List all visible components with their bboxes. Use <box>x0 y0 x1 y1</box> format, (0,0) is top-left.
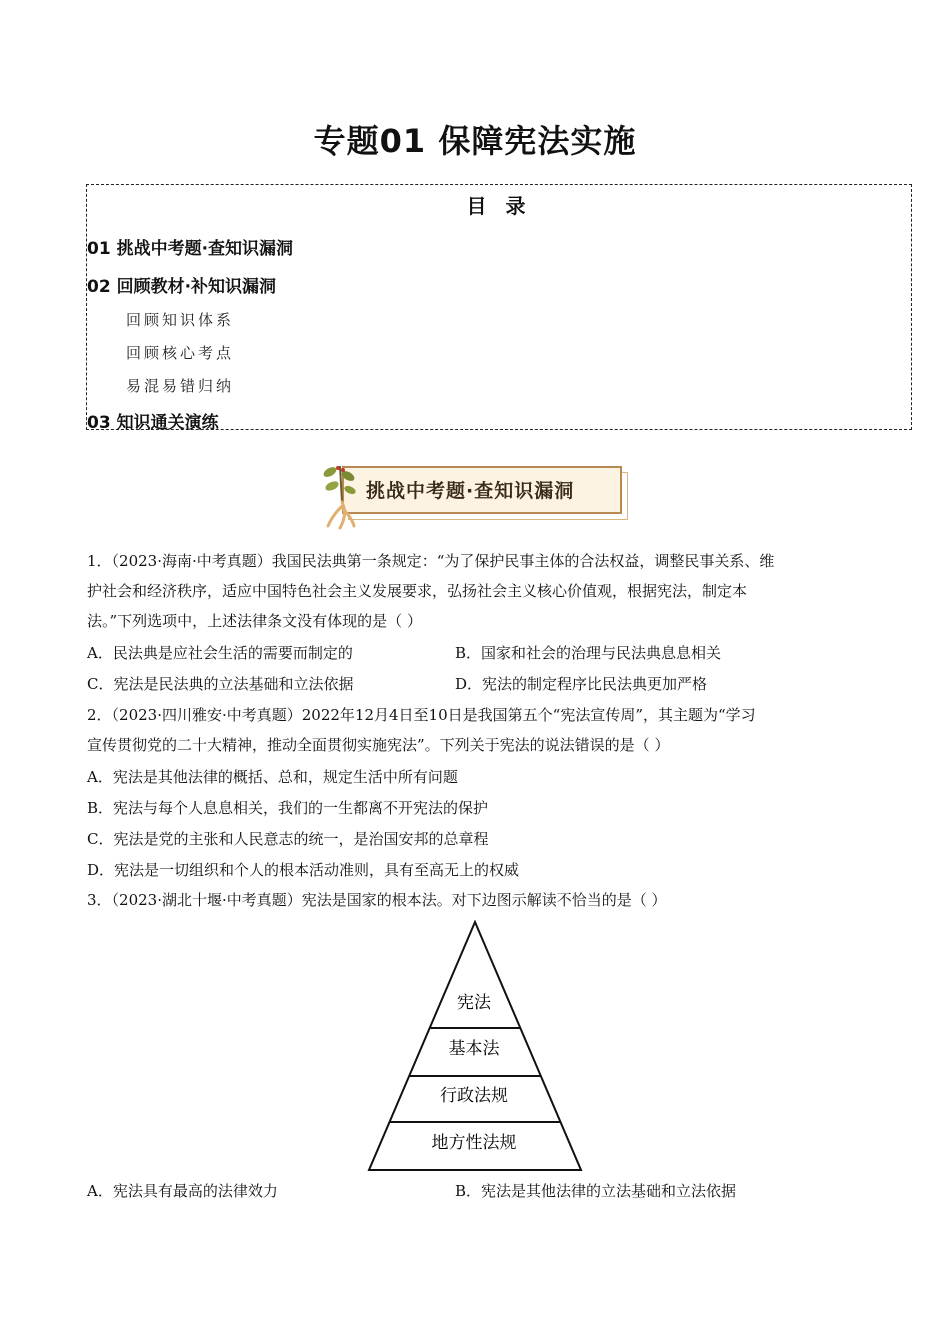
q1-option-b[interactable]: B．国家和社会的治理与民法典息息相关 <box>455 644 722 662</box>
q2-line-1: 2．（2023·四川雅安·中考真题）2022年12月4日至10日是我国第五个“宪法宣传周”，其主题为“学习 <box>87 706 756 724</box>
toc-item-2[interactable]: 02 回顾教材·补知识漏洞 <box>87 277 277 297</box>
q2-option-a[interactable]: A．宪法是其他法律的概括、总和，规定生活中所有问题 <box>87 768 458 786</box>
q2-option-b[interactable]: B．宪法与每个人息息相关，我们的一生都离不开宪法的保护 <box>87 799 489 817</box>
q1-option-c[interactable]: C．宪法是民法典的立法基础和立法依据 <box>87 675 354 693</box>
toc-heading: 目 录 <box>466 194 532 218</box>
pyramid-level-constitution: 宪法 <box>457 993 491 1013</box>
banner-label: 挑战中考题·查知识漏洞 <box>366 480 575 502</box>
q2-option-c[interactable]: C．宪法是党的主张和人民意志的统一，是治国安邦的总章程 <box>87 830 489 848</box>
q3-option-b[interactable]: B．宪法是其他法律的立法基础和立法依据 <box>455 1182 737 1200</box>
q1-option-a[interactable]: A．民法典是应社会生活的需要而制定的 <box>87 644 353 662</box>
toc-subitem-3[interactable]: 易混易错归纳 <box>126 377 235 395</box>
ginseng-plant-icon <box>318 462 362 534</box>
toc-item-1[interactable]: 01 挑战中考题·查知识漏洞 <box>87 239 294 259</box>
pyramid-level-administrative-regulations: 行政法规 <box>440 1086 508 1106</box>
q2-line-2: 宣传贯彻党的二十大精神，推动全面贯彻实施宪法”。下列关于宪法的说法错误的是（ ） <box>87 736 670 754</box>
toc-item-3[interactable]: 03 知识通关演练 <box>87 413 219 433</box>
page-title: 专题01 保障宪法实施 <box>313 122 637 160</box>
q1-line-1: 1．（2023·海南·中考真题）我国民法典第一条规定：“为了保护民事主体的合法权益，调整民事关系、维 <box>87 552 775 570</box>
q3-option-a[interactable]: A．宪法具有最高的法律效力 <box>87 1182 278 1200</box>
q1-option-d[interactable]: D．宪法的制定程序比民法典更加严格 <box>455 675 708 693</box>
pyramid-level-local-regulations: 地方性法规 <box>431 1133 517 1153</box>
q1-line-3: 法。”下列选项中，上述法律条文没有体现的是（ ） <box>87 612 422 630</box>
q1-line-2: 护社会和经济秩序，适应中国特色社会主义发展要求，弘扬社会主义核心价值观，根据宪法，制定本 <box>87 582 748 600</box>
toc-subitem-1[interactable]: 回顾知识体系 <box>126 311 235 329</box>
pyramid-level-basic-law: 基本法 <box>448 1039 500 1059</box>
toc-subitem-2[interactable]: 回顾核心考点 <box>126 344 235 362</box>
section-banner <box>318 462 628 534</box>
law-hierarchy-pyramid <box>366 920 584 1172</box>
q3-line-1: 3．（2023·湖北十堰·中考真题）宪法是国家的根本法。对下边图示解读不恰当的是（ ） <box>87 891 667 909</box>
q2-option-d[interactable]: D．宪法是一切组织和个人的根本活动准则，具有至高无上的权威 <box>87 861 520 879</box>
